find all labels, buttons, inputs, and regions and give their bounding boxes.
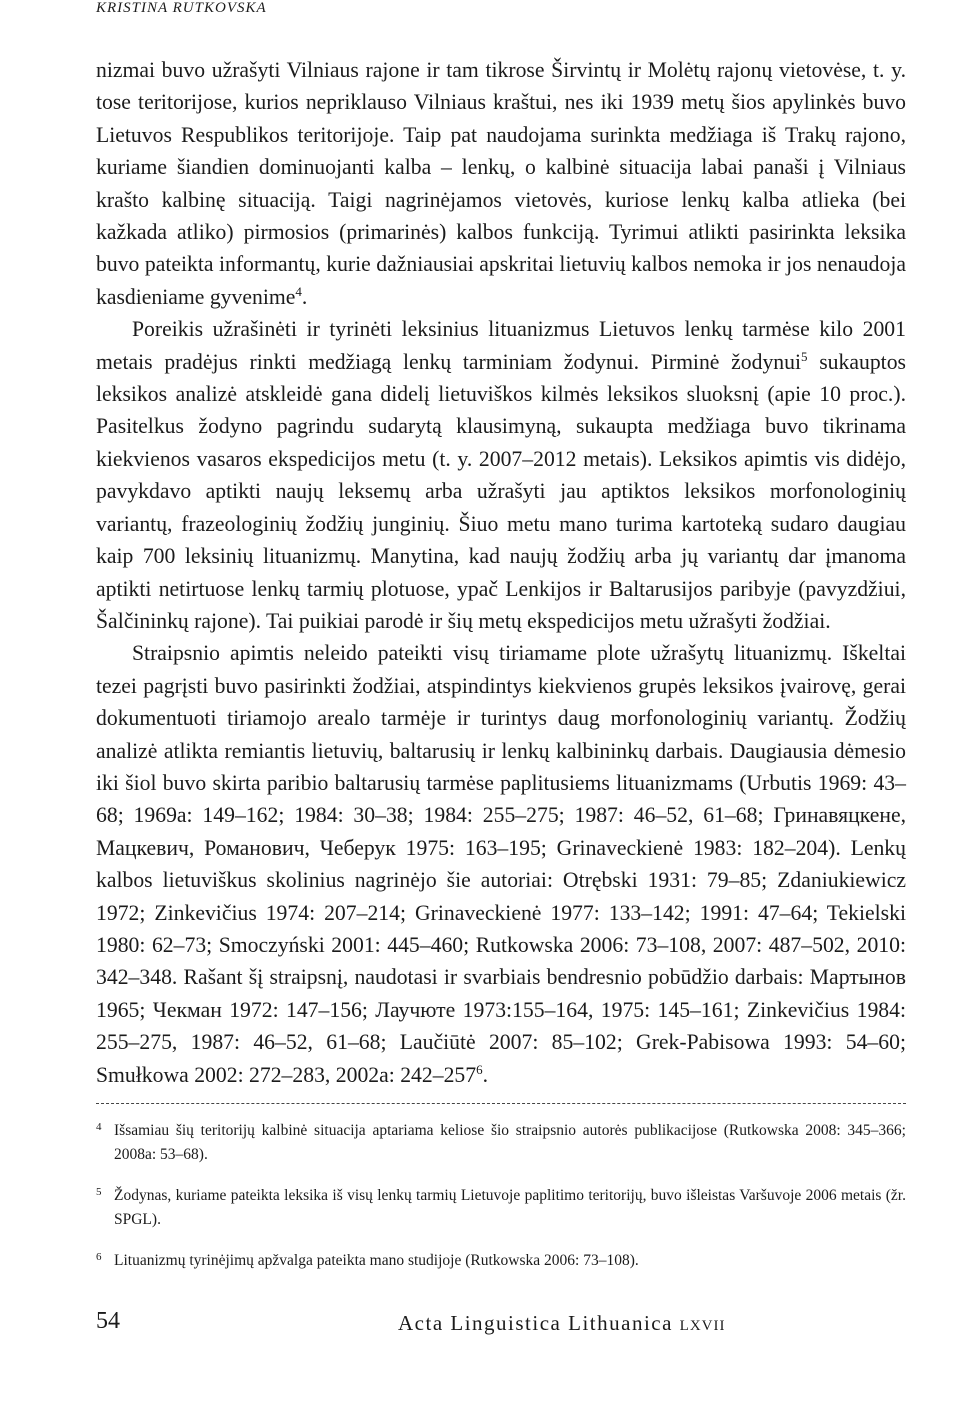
footnote-number: 6: [96, 1251, 102, 1263]
paragraph-2-text-cont: sukauptos leksikos analizė atskleidė gana didelį lietuviškos kilmės leksikos sluoksnį (apie 10 proc.). Pasitelkus žodyno pagrindu sudarytą klausimyną, sukaupta medžiaga buvo tikrinama kiekvienos vasaros ekspedicijos metu (t. y. 2007–2012 metais). Leksikos apimtis vis didėjo, pavykdavo aptikti naujų leksemų arba užrašyti jau aptiktos leksikos morfonologinių variantų, frazeologinių žodžių junginių. Šiuo metu mano turima kartoteką sudaro daugiau kaip 700 leksinių lituanizmų. Manytina, kad naujų žodžių arba jų variantų dar įmanoma aptikti netirtuose lenkų tarmių plotuose, ypač Lenkijos ir Baltarusijos paribyje (pavyzdžiui, Šalčininkų rajone). Tai puikiai parodė ir šių metų ekspedicijos metu užrašyti žodžiai.: [96, 349, 906, 633]
footnote-ref-5: 5: [801, 348, 808, 364]
page-number: 54: [96, 1308, 120, 1334]
body-text: [96, 54, 906, 1091]
paragraph-1-text: nizmai buvo užrašyti Vilniaus rajone ir tam tikrose Širvintų ir Molėtų rajonų vietovėse, t. y. tose teritorijose, kurios nepriklauso Vilniaus kraštui, nes iki 1939 metų šios apylinkės buvo Lietuvos Respublikos teritorijoje. Taip pat naudojama surinkta medžiaga iš Trakų rajono, kuriame šiandien dominuojanti kalba – lenkų, o kalbinė situacija labai panaši į Vilniaus krašto kalbinę situaciją. Taigi nagrinėjamos vietovės, kuriose lenkų kalba atlieka (bei kažkada atliko) pirmosios (primarinės) kalbos funkciją. Tyrimui atlikti pasirinkta leksika buvo pateikta informantų, kurie dažniausiai apskritai lietuvių kalbos nemoka ir jos nenaudoja kasdieniame gyvenime: [96, 58, 906, 309]
footnote-text: Lituanizmų tyrinėjimų apžvalga pateikta mano studijoje (Rutkowska 2006: 73–108).: [114, 1252, 639, 1269]
footnote-number: 5: [96, 1186, 102, 1198]
paragraph-1: nizmai buvo užrašyti Vilniaus rajone ir tam tikrose Širvintų ir Molėtų rajonų vietovėse, t. y. tose teritorijose, kurios nepriklauso Vilniaus kraštui, nes iki 1939 metų šios apylinkės buvo Lietuvos Respublikos teritorijoje. Taip pat naudojama surinkta medžiaga iš Trakų rajono, kuriame šiandien dominuojanti kalba – lenkų, o kalbinė situacija labai panaši į Vilniaus krašto kalbinę situaciją. Taigi nagrinėjamos vietovės, kuriose lenkų kalba atlieka (bei kažkada atliko) pirmosios (primarinės) kalbos funkciją. Tyrimui atlikti pasirinkta leksika buvo pateikta informantų, kurie dažniausiai apskritai lietuvių kalbos nemoka ir jos nenaudoja kasdieniame gyvenime$^4$.: [96, 58, 906, 309]
paragraph-3-text: Straipsnio apimtis neleido pateikti visų tiriamame plote užrašytų lituanizmų. Iškeltai tezei pagrįsti buvo pasirinkti žodžiai, atspindintys kiekvienos grupės leksikos įvairovę, gerai dokumentuoti tiriamojo arealo tarmėje ir turintys daug morfonologinių variantų. Žodžių analizė atlikta remiantis lietuvių, baltarusių ir lenkų kalbininkų darbais. Daugiausia dėmesio iki šiol buvo skirta paribio baltarusių tarmėse paplitusiems lituanizmams (Urbutis 1969: 43–68; 1969a: 149–162; 1984: 30–38; 1984: 255–275; 1987: 46–52, 61–68; Гринавяцкене, Мацкевич, Романович, Чеберук 1975: 163–195; Grinaveckienė 1983: 182–204). Lenkų kalbos lietuviškus skolinius nagrinėjo šie autoriai: Otrębski 1931: 79–85; Zdaniukiewicz 1972; Zinkevičius 1974: 207–214; Grinaveckienė 1977: 133–142; 1991: 47–64; Tekielski 1980: 62–73; Smoczyński 2001: 445–460; Rutkowska 2006: 73–108, 2007: 487–502, 2010: 342–348. Rašant šį straipsnį, naudotasi ir svarbiais bendresnio pobūdžio darbais: Мартынов 1965; Чекман 1972: 147–156; Лаучюте 1973:155–164, 1975: 145–161; Zinkevičius 1984: 255–275, 1987: 46–52, 61–68; Laučiūtė 2007: 85–102; Grek-Pabisowa 1993: 54–60; Smułkowa 2002: 272–283, 2002a: 242–257: [96, 641, 906, 1087]
running-head: KRISTINA RUTKOVSKA: [96, 0, 267, 16]
footnote-5: [96, 1184, 906, 1232]
footnote-text: Žodynas, kuriame pateikta leksika iš visų lenkų tarmių Lietuvoje paplitimo teritorijų, buvo išleistas Varšuvoje 2006 metais (žr. SPGL).: [114, 1187, 906, 1228]
paragraph-2-text: Poreikis užrašinėti ir tyrinėti leksinius lituanizmus Lietuvos lenkų tarmėse kilo 2001 metais pradėjus rinkti medžiagą lenkų tarminiam žodynui. Pirminė žodynui: [96, 317, 906, 374]
footnote-4: [96, 1119, 906, 1167]
footnote-ref-4: 4: [295, 283, 302, 299]
journal-footer: [398, 1311, 726, 1336]
footnote-6: [96, 1249, 906, 1273]
footnote-number: 4: [96, 1121, 102, 1133]
journal-title: Acta Linguistica Lithuanica: [398, 1311, 673, 1335]
footnote-separator: [96, 1103, 906, 1104]
footnote-text: Išsamiau šių teritorijų kalbinė situacija aptariama keliose šio straipsnio autorės publikacijose (Rutkowska 2008: 345–366; 2008a: 53–68).: [114, 1122, 906, 1163]
paragraph-3: Straipsnio apimtis neleido pateikti visų tiriamame plote užrašytų lituanizmų. Iškeltai tezei pagrįsti buvo pasirinkti žodžiai, atspindintys kiekvienos grupės leksikos įvairovę, gerai dokumentuoti tiriamojo arealo tarmėje ir turintys daug morfonologinių variantų. Žodžių analizė atlikta remiantis lietuvių, baltarusių ir lenkų kalbininkų darbais. Daugiausia dėmesio iki šiol buvo skirta paribio baltarusių tarmėse paplitusiems lituanizmams (Urbutis 1969: 43–68; 1969a: 149–162; 1984: 30–38; 1984: 255–275; 1987: 46–52, 61–68; Гринавяцкене, Мацкевич, Романович, Чеберук 1975: 163–195; Grinaveckienė 1983: 182–204). Lenkų kalbos lietuviškus skolinius nagrinėjo šie autoriai: Otrębski 1931: 79–85; Zdaniukiewicz 1972; Zinkevičius 1974: 207–214; Grinaveckienė 1977: 133–142; 1991: 47–64; Tekielski 1980: 62–73; Smoczyński 2001: 445–460; Rutkowska 2006: 73–108, 2007: 487–502, 2010: 342–348. Rašant šį straipsnį, naudotasi ir svarbiais bendresnio pobūdžio darbais: Мартынов 1965; Чекман 1972: 147–156; Лаучюте 1973:155–164, 1975: 145–161; Zinkevičius 1984: 255–275, 1987: 46–52, 61–68; Laučiūtė 2007: 85–102; Grek-Pabisowa 1993: 54–60; Smułkowa 2002: 272–283, 2002a: $242-257^6$.: [96, 641, 906, 1087]
paragraph-2: [96, 313, 906, 637]
footnotes: [96, 1119, 906, 1290]
journal-volume: LXVII: [679, 1318, 726, 1334]
footnote-ref-6: 6: [476, 1061, 483, 1077]
